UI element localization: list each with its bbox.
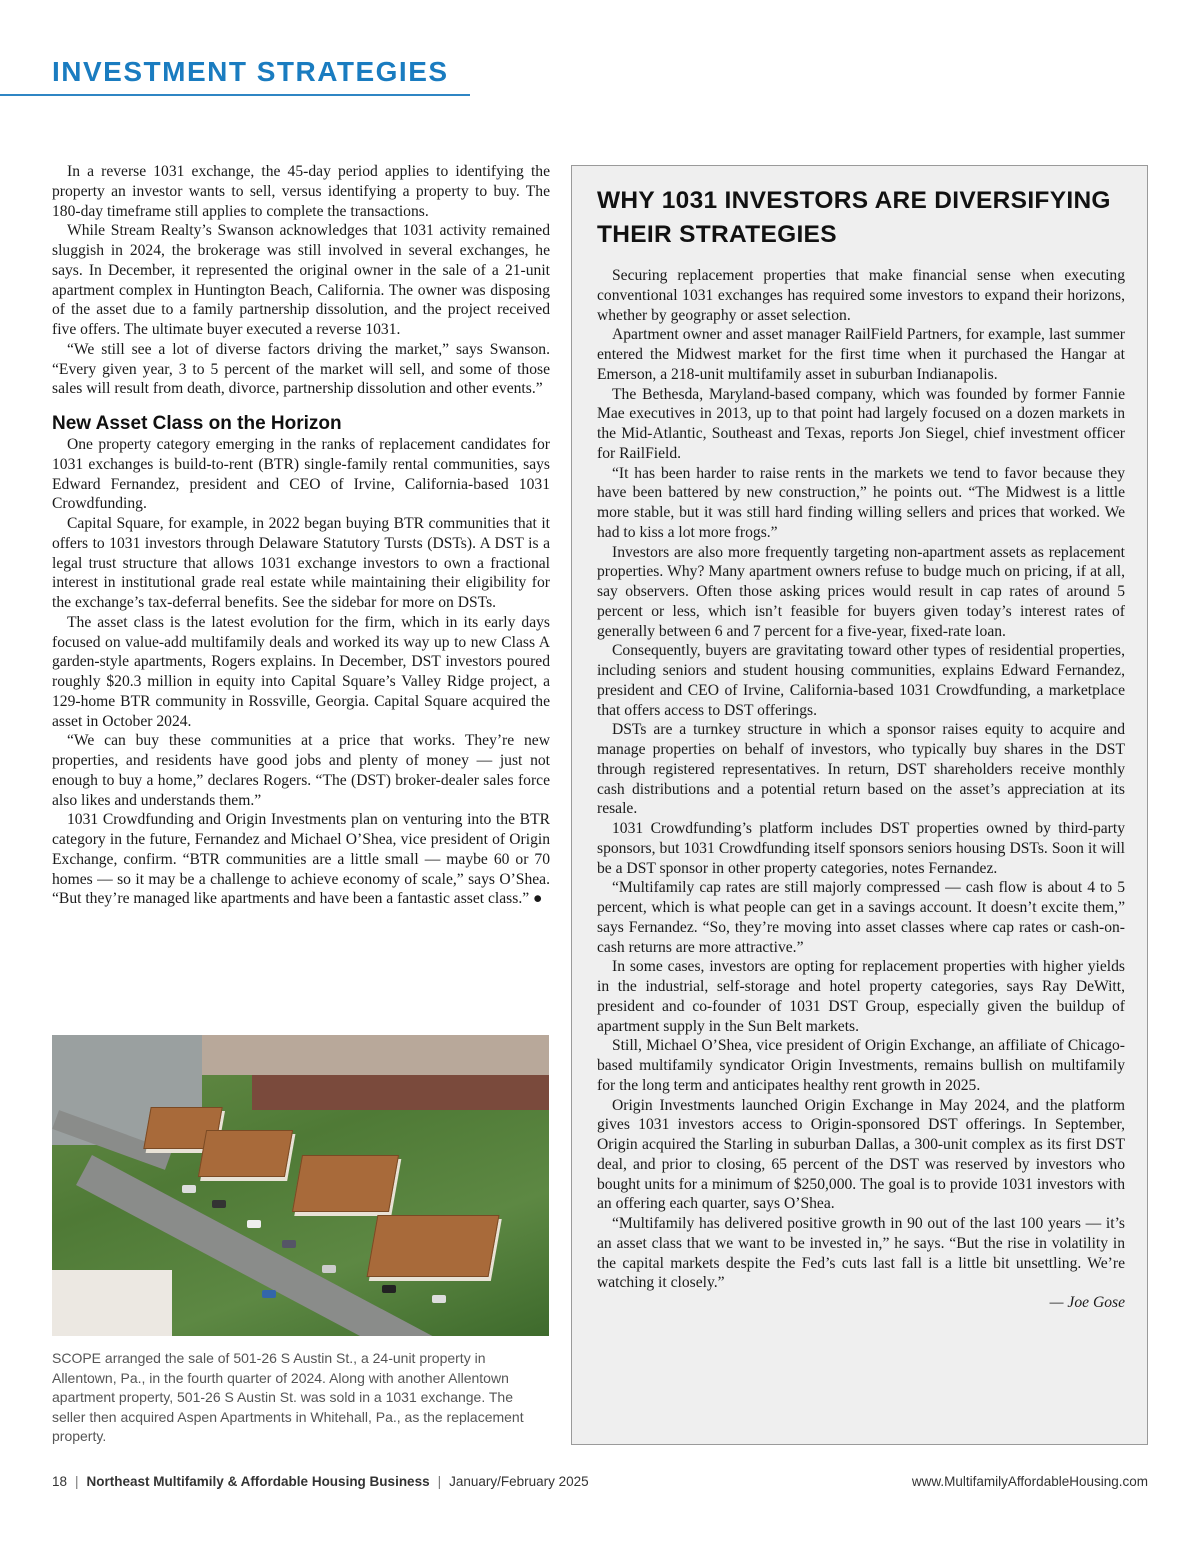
article-subhead: New Asset Class on the Horizon bbox=[52, 413, 342, 434]
sidebar-paragraph: Apartment owner and asset manager RailField Partners, for example, last summer entered the Midwest market for the first time when it purchased the Hangar at Emerson, a 218-unit multifamily asset in suburban Indianapolis. bbox=[597, 326, 1125, 383]
sidebar-paragraph: The Bethesda, Maryland-based company, which was founded by former Fannie Mae executives in 2013, up to that point had largely focused on a dozen markets in the Mid-Atlantic, Southeast and Texas, reports Jon Siegel, chief investment officer for RailField. bbox=[597, 385, 1125, 462]
footer-separator: | bbox=[75, 1474, 79, 1489]
sidebar-paragraph: DSTs are a turnkey structure in which a sponsor raises equity to acquire and manage properties on behalf of investors, who typically buy shares in the DST through registered representatives. In return, DST shareholders receive monthly cash distributions and a potential return based on the asset’s appreciation at its resale. bbox=[597, 721, 1125, 818]
article-left-column bbox=[52, 162, 550, 909]
page-footer bbox=[52, 1474, 1148, 1489]
article-paragraph: The asset class is the latest evolution for the firm, which in its early days focused on value-add multifamily deals and worked its way up to new Class A garden-style apartments, Rogers explains. In December, DST investors poured roughly $20.3 million in equity into Capital Square’s Valley Ridge project, a 129-home BTR community in Rossville, Georgia. Capital Square acquired the asset in October 2024. bbox=[52, 613, 550, 730]
section-rule bbox=[0, 94, 470, 96]
section-title: INVESTMENT STRATEGIES bbox=[52, 56, 449, 87]
page-number: 18 bbox=[52, 1474, 68, 1489]
aerial-property-photo bbox=[52, 1035, 549, 1336]
sidebar-byline: — Joe Gose bbox=[1049, 1294, 1125, 1311]
sidebar-paragraph: 1031 Crowdfunding’s platform includes DST properties owned by third-party sponsors, but 1031 Crowdfunding itself sponsors seniors housing DSTs. Soon it will be a DST sponsor in other property categories, notes Fernandez. bbox=[597, 820, 1125, 877]
footer-separator: | bbox=[437, 1474, 442, 1489]
sidebar-paragraph: “Multifamily cap rates are still majorly compressed — cash flow is about 4 to 5 percent, which is what people can get in a savings account. It doesn’t excite them,” says Fernandez. “So, they’re moving into asset classes where cap rates or cash-on-cash returns are more attractive.” bbox=[597, 879, 1125, 956]
article-paragraph: “We still see a lot of diverse factors driving the market,” says Swanson. “Every given year, 3 to 5 percent of the market will sell, and some of those sales will result from death, divorce, partnership dissolution and other events.” bbox=[52, 340, 550, 398]
sidebar-paragraph: In some cases, investors are opting for replacement properties with higher yields in the industrial, self-storage and hotel property categories, says Ray DeWitt, president and co-founder of 1031 DST Group, especially given the buildup of apartment supply in the Sun Belt markets. bbox=[597, 958, 1125, 1035]
article-paragraph: 1031 Crowdfunding and Origin Investments plan on venturing into the BTR category in the future, Fernandez and Michael O’Shea, vice president of Origin Exchange, confirm. “BTR communities are a little small — maybe 60 or 70 homes — so it may be a challenge to achieve economy of scale,” says O’Shea. “But they’re managed like apartments and have been a fantastic asset class.” ● bbox=[52, 811, 550, 908]
sidebar-title: WHY 1031 INVESTORS ARE DIVERSIFYING THEIR STRATEGIES bbox=[597, 187, 1111, 248]
sidebar-box bbox=[571, 165, 1148, 1445]
sidebar-paragraph: “It has been harder to raise rents in the markets we tend to favor because they have been battered by new construction,” he points out. “The Midwest is a little more stable, but it was still hard finding willing sellers and prices that worked. We had to kiss a lot more frogs.” bbox=[597, 464, 1125, 541]
sidebar-paragraph: Still, Michael O’Shea, vice president of Origin Exchange, an affiliate of Chicago-based multifamily syndicator Origin Investments, remains bullish on multifamily for the long term and anticipates healthy rent growth in 2025. bbox=[597, 1037, 1125, 1094]
sidebar-paragraph: Consequently, buyers are gravitating toward other types of residential properties, including seniors and student housing communities, explains Edward Fernandez, president and CEO of Irvine, California-based 1031 Crowdfunding, a marketplace that offers access to DST offerings. bbox=[597, 642, 1125, 719]
article-paragraph: Capital Square, for example, in 2022 began buying BTR communities that it offers to 1031 investors through Delaware Statutory Tursts (DSTs). A DST is a legal trust structure that allows 1031 exchange investors to own a fractional interest in institutional grade real estate while maintaining their eligibility for the exchange’s tax-deferral benefits. See the sidebar for more on DSTs. bbox=[52, 515, 550, 611]
article-paragraph: One property category emerging in the ranks of replacement candidates for 1031 exchanges is build-to-rent (BTR) single-family rental communities, says Edward Fernandez, president and CEO of Irvine, California-based 1031 Crowdfunding. bbox=[52, 436, 550, 513]
article-paragraph: While Stream Realty’s Swanson acknowledges that 1031 activity remained sluggish in 2024, the brokerage was still involved in several exchanges, he says. In December, it represented the original owner in the sale of a 21-unit apartment complex in Huntington Beach, California. The owner was disposing of the asset due to a family partnership dissolution, and the project received five offers. The ultimate buyer executed a reverse 1031. bbox=[52, 222, 550, 338]
photo-caption: SCOPE arranged the sale of 501-26 S Austin St., a 24-unit property in Allentown, Pa., in the fourth quarter of 2024. Along with another Allentown apartment property, 501-26 S Austin St. was sold in a 1031 exchange. The seller then acquired Aspen Apartments in Whitehall, Pa., as the replacement property. bbox=[52, 1350, 524, 1445]
sidebar-body bbox=[597, 266, 1125, 1313]
magazine-name: Northeast Multifamily & Affordable Housing Business bbox=[86, 1474, 430, 1489]
issue-date: January/February 2025 bbox=[449, 1474, 589, 1489]
article-paragraph: In a reverse 1031 exchange, the 45-day period applies to identifying the property an investor wants to sell, versus identifying a property to buy. The 180-day timeframe still applies to complete the transactions. bbox=[52, 163, 550, 220]
sidebar-paragraph: “Multifamily has delivered positive growth in 90 out of the last 100 years — it’s an asset class that we want to be invested in,” he says. “But the rise in volatility in the capital markets despite the Fed’s cuts last fall is a little bit unsettling. We’re watching it closely.” bbox=[597, 1215, 1125, 1292]
sidebar-paragraph: Origin Investments launched Origin Exchange in May 2024, and the platform gives 1031 investors access to Origin-sponsored DST offerings. In September, Origin acquired the Starling in suburban Dallas, a 300-unit complex as its first DST deal, and prior to closing, 65 percent of the DST was reserved by investors who bought units for a minimum of $250,000. The goal is to provide 1031 investors with an offering each quarter, says O’Shea. bbox=[597, 1096, 1125, 1213]
sidebar-paragraph: Investors are also more frequently targeting non-apartment assets as replacement properties. Why? Many apartment owners refuse to budge much on pricing, if at all, say observers. Often those asking prices would result in cap rates of around 5 percent or less, which isn’t feasible for buyers given today’s interest rates of generally between 6 and 7 percent for a five-year, fixed-rate loan. bbox=[597, 543, 1125, 640]
article-paragraph: “We can buy these communities at a price that works. They’re new properties, and residents have good jobs and plenty of money — just not enough to buy a home,” declares Rogers. “The (DST) broker-dealer sales force also likes and understands them.” bbox=[52, 732, 550, 809]
sidebar-paragraph: Securing replacement properties that make financial sense when executing conventional 1031 exchanges has required some investors to expand their horizons, whether by geography or asset selection. bbox=[597, 267, 1125, 324]
website-url[interactable]: www.MultifamilyAffordableHousing.com bbox=[911, 1474, 1148, 1489]
